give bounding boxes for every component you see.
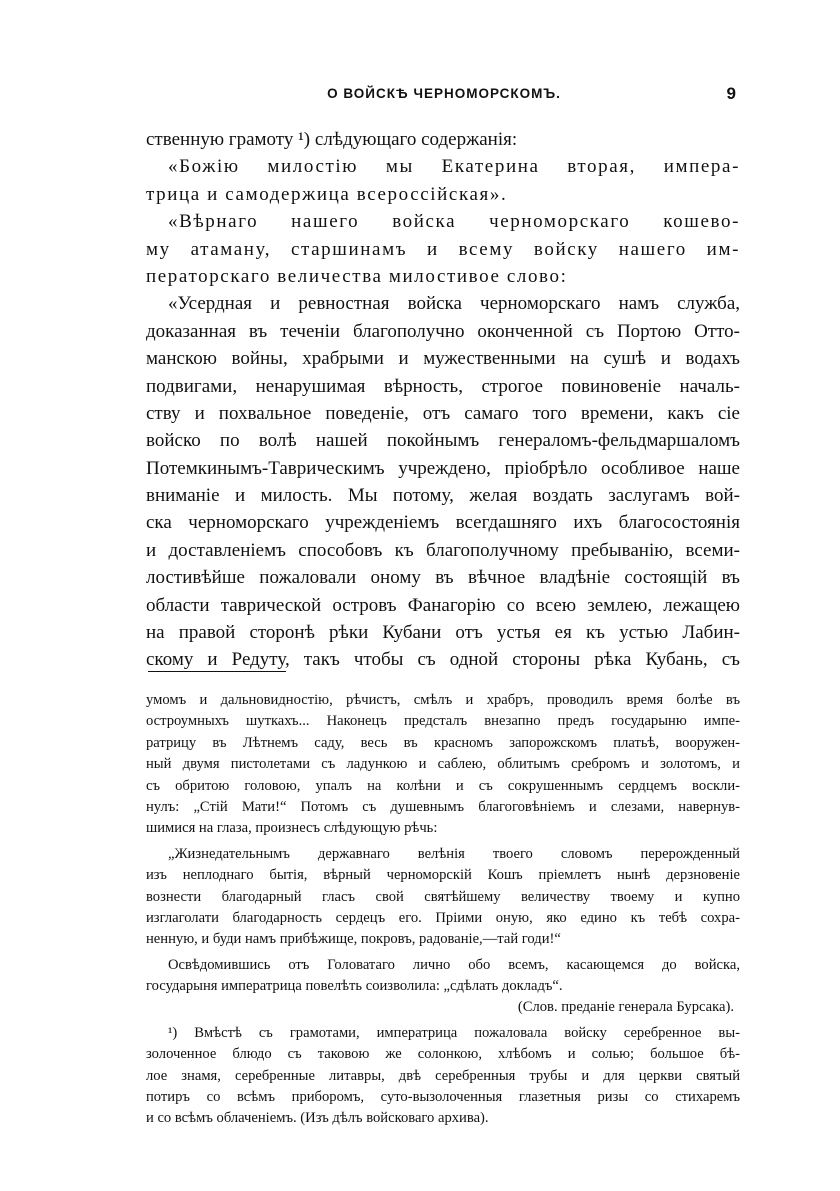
text-line: войско по волѣ нашей покойнымъ генераломъ-фельдмаршаломъ [146, 430, 740, 452]
text-line: Потемкинымъ-Таврическимъ учреждено, пріобрѣло особливое наше [146, 457, 740, 479]
text-line: му атаману, старшинамъ и всему войску нашего им- [146, 238, 740, 260]
text-line: доказанная въ теченіи благополучно оконченной съ Портою Отто- [146, 320, 740, 342]
footnotes [146, 690, 740, 1130]
footnote-separator [148, 671, 286, 672]
speech-line: изъ неплоднаго бытія, вѣрный черноморскій Кошъ пріемлетъ нынѣ дерзновеніе [146, 867, 740, 884]
footnote-1-line: ¹) Вмѣстѣ съ грамотами, императрица пожаловала войску серебренное вы- [168, 1024, 740, 1041]
page-header [148, 86, 740, 112]
text-line: «Усердная и ревностная войска черноморскаго намъ служба, [168, 293, 740, 315]
source-attribution: (Слов. преданіе генерала Бурсака). [517, 999, 734, 1016]
speech-line: „Жизнедательнымъ державнаго велѣнія твоего словомъ перерожденный [168, 845, 740, 862]
page-number: 9 [726, 84, 736, 103]
closing-line: государыня императрица повелѣть соизволила: „сдѣлать докладъ“. [146, 978, 563, 995]
text-line: на правой сторонѣ рѣки Кубани отъ устья ея къ устью Лабин- [146, 622, 740, 644]
text-line: манскою войны, храбрыми и мужественными на сушѣ и водахъ [146, 348, 740, 370]
footnote-1-line: потиръ со всѣмъ приборомъ, суто-вызолоченныя глазетныя ризы со стихаремъ [146, 1089, 740, 1106]
speech-line: вознести благодарный гласъ свой святѣйшему величеству твоему и купно [146, 888, 740, 905]
speech-line: изглаголати благодарность сердецъ его. Пріими оную, яко едино къ тебѣ сохра- [146, 909, 740, 926]
footnote-line: съ обритою головою, упалъ на колѣни и съ сокрушеннымъ сердцемъ воскли- [146, 777, 740, 794]
footnote-line: нулъ: „Стій Мати!“ Потомъ съ душевнымъ благоговѣніемъ и слезами, навернув- [146, 798, 740, 815]
footnote-line: шимися на глаза, произнесъ слѣдующую рѣчь: [146, 820, 438, 837]
footnote-1-line: лое знамя, серебренные литавры, двѣ серебренныя трубы и для церкви святый [146, 1067, 740, 1084]
text-line: «Вѣрнаго нашего войска черноморскаго кошево- [168, 211, 740, 233]
footnote-line: ный двумя пистолетами съ ладункою и саблею, облитымъ сребромъ и золотомъ, и [146, 756, 740, 773]
text-line: «Божію милостію мы Екатерина вторая, импера- [168, 156, 740, 178]
running-title: О ВОЙСКѢ ЧЕРНОМОРСКОМЪ. [327, 86, 561, 101]
footnote-line: остроумныхъ шуткахъ... Наконецъ предсталъ внезапно предъ государыню импе- [146, 713, 740, 730]
speech-line: ненную, и буди намъ прибѣжище, покровъ, радованіе,—тай годи!“ [146, 931, 561, 948]
main-text [146, 126, 740, 674]
text-line: вниманіе и милость. Мы потому, желая воздать заслугамъ вой- [146, 485, 740, 507]
text-line: лостивѣйше пожаловали оному въ вѣчное владѣніе состоящій въ [146, 567, 740, 589]
text-line: ству и похвальное поведеніе, отъ самаго того времени, какъ сіе [146, 402, 740, 424]
footnote-line: ратрицу въ Лѣтнемъ саду, весь въ красномъ запорожскомъ платьѣ, вооружен- [146, 734, 740, 751]
footnote-1-line: и со всѣмъ облаченіемъ. (Изъ дѣлъ войсковаго архива). [146, 1110, 489, 1127]
closing-line: Освѣдомившись отъ Головатаго лично обо всемъ, касающемся до войска, [168, 956, 740, 973]
text-line: ска черноморскаго учрежденіемъ всегдашняго ихъ благосостоянія [146, 512, 740, 534]
text-line: ственную грамоту ¹) слѣдующаго содержанія: [146, 129, 518, 150]
text-line: трица и самодержица всероссійская». [146, 183, 508, 205]
text-line: области таврической островъ Фанагорію со всею землею, лежащею [146, 594, 740, 616]
footnote-1-line: золоченное блюдо съ таковою же солонкою, хлѣбомъ и солью; большое бѣ- [146, 1046, 740, 1063]
text-line: ператорскаго величества милостивое слово: [146, 265, 568, 287]
footnote-line: умомъ и дальновидностію, рѣчистъ, смѣлъ и храбръ, проводилъ время болѣе въ [146, 692, 740, 708]
text-line: и доставленіемъ способовъ къ благополучному пребыванію, всеми- [146, 539, 740, 561]
text-line: скому и Редуту, такъ чтобы съ одной стороны рѣка Кубань, съ [146, 649, 740, 671]
text-line: подвигами, ненарушимая вѣрность, строгое повиновеніе началь- [146, 375, 740, 397]
